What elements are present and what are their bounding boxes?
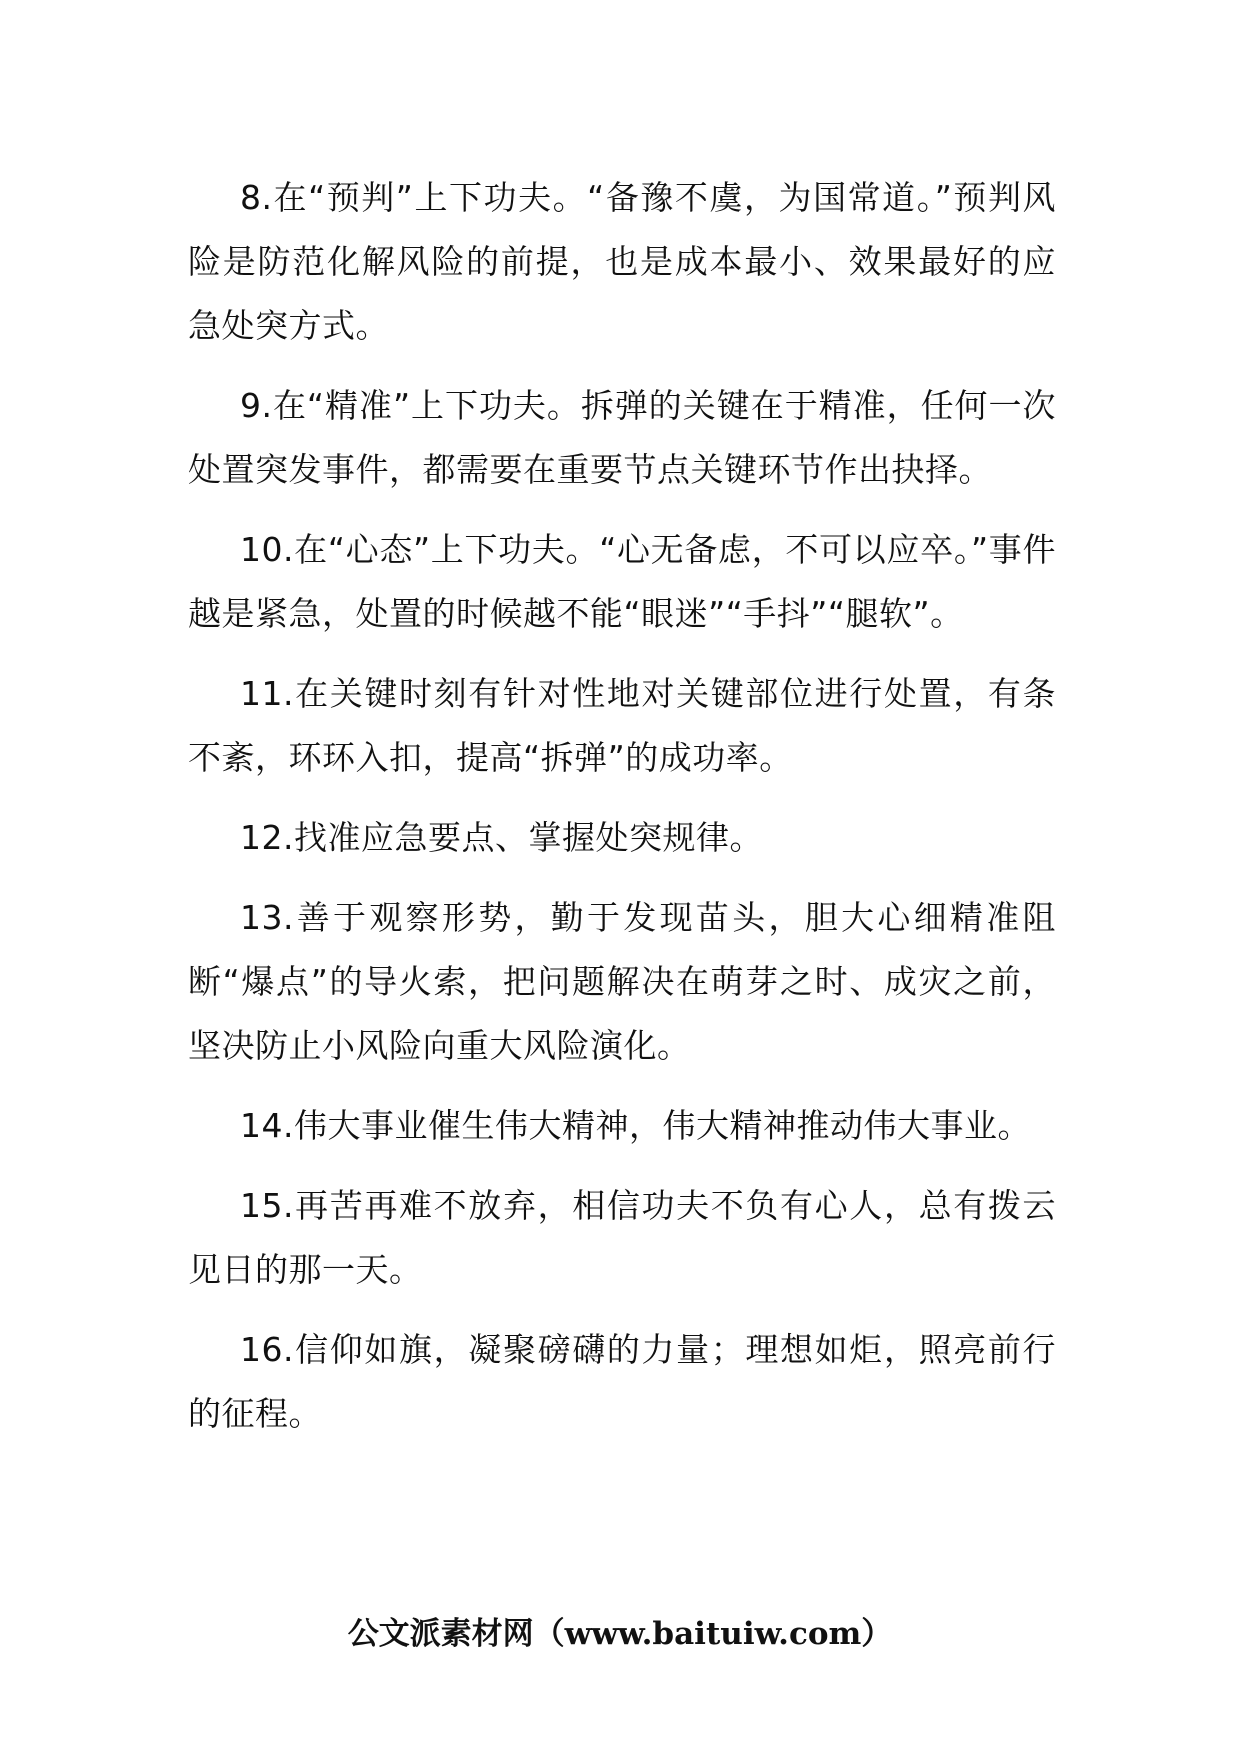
paragraph-14: 14.伟大事业催生伟大精神，伟大精神推动伟大事业。 <box>240 1106 1031 1145</box>
paragraph-9: 9.在“精准”上下功夫。拆弹的关键在于精准，任何一次处置突发事件，都需要在重要节点关键环节作出抉择。 <box>188 386 1056 489</box>
paragraph-12: 12.找准应急要点、掌握处突规律。 <box>240 818 763 857</box>
page-footer: 公文派素材网（www.baituiw.com） <box>347 1616 893 1652</box>
paragraph-8: 8.在“预判”上下功夫。“备豫不虞，为国常道。”预判风险是防范化解风险的前提，也是成本最小、效果最好的应急处突方式。 <box>188 178 1056 345</box>
paragraph-11: 11.在关键时刻有针对性地对关键部位进行处置，有条不紊，环环入扣，提高“拆弹”的成功率。 <box>188 674 1056 777</box>
paragraph-10: 10.在“心态”上下功夫。“心无备虑，不可以应卒。”事件越是紧急，处置的时候越不能“眼迷”“手抖”“腿软”。 <box>188 530 1056 633</box>
document-body <box>188 166 1056 1462</box>
paragraph-16: 16.信仰如旗，凝聚磅礴的力量；理想如炬，照亮前行的征程。 <box>188 1330 1056 1433</box>
paragraph-15: 15.再苦再难不放弃，相信功夫不负有心人，总有拨云见日的那一天。 <box>188 1186 1056 1289</box>
paragraph-13: 13.善于观察形势，勤于发现苗头，胆大心细精准阻断“爆点”的导火索，把问题解决在萌芽之时、成灾之前，坚决防止小风险向重大风险演化。 <box>188 898 1056 1065</box>
